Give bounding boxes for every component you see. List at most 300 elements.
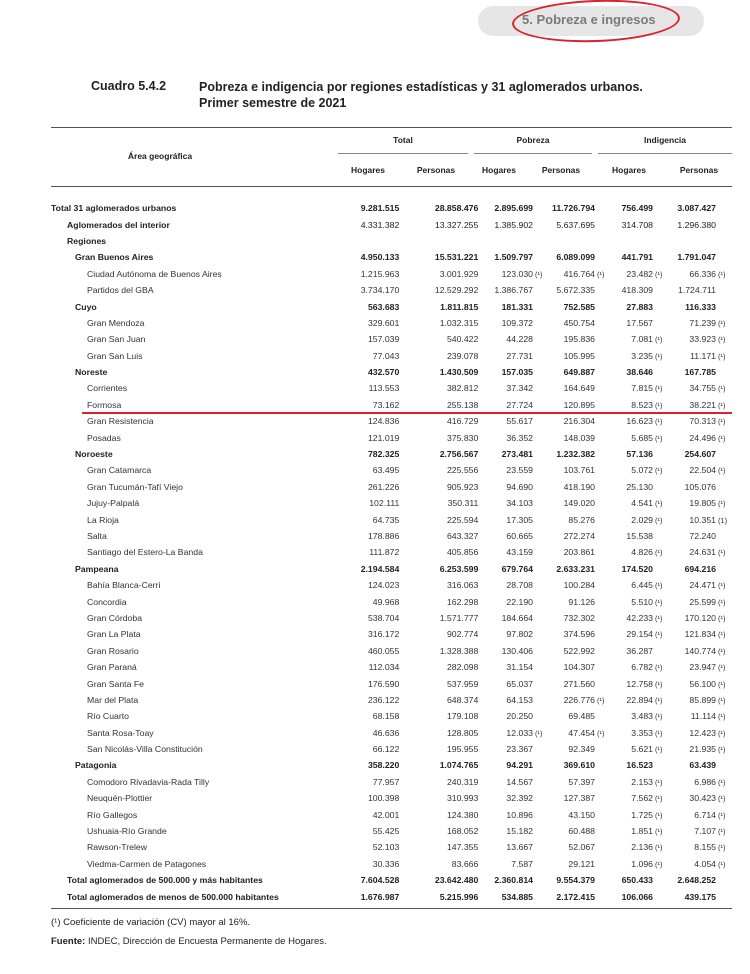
- cell-value: [340, 479, 415, 495]
- cell-value: [611, 282, 669, 298]
- row-label: Gran Córdoba: [87, 612, 143, 623]
- cell-number: 6.253.599: [439, 563, 479, 574]
- cv-flag: (¹): [718, 548, 726, 558]
- cell-number: 174.520: [621, 563, 653, 574]
- cell-value: [415, 479, 494, 495]
- cell-number: 167.785: [684, 367, 716, 378]
- cell-value: [415, 397, 494, 413]
- cell-number: 55.617: [506, 416, 533, 427]
- cell-number: 650.433: [621, 875, 653, 886]
- cell-value: [611, 790, 669, 806]
- table-row: [51, 643, 732, 659]
- cell-value: [340, 429, 415, 445]
- cell-number: 24.496: [689, 432, 716, 443]
- cell-value: [415, 511, 494, 527]
- cell-value: [415, 528, 494, 544]
- cell-value: [611, 348, 669, 364]
- table-row: [51, 495, 732, 511]
- table-row: [51, 659, 732, 675]
- cv-flag: (¹): [655, 384, 663, 394]
- cell-value: [669, 888, 732, 904]
- cell-number: 34.103: [506, 498, 533, 509]
- table-title-line1: Pobreza e indigencia por regiones estadísticas y 31 aglomerados urbanos.: [199, 80, 643, 94]
- cell-number: 184.664: [501, 612, 533, 623]
- cv-flag: (¹): [718, 400, 726, 410]
- cell-number: 77.957: [372, 776, 400, 787]
- cv-flag: (¹): [718, 695, 726, 705]
- cell-number: 91.126: [568, 596, 595, 607]
- cell-number: 31.154: [506, 662, 533, 673]
- cell-value: [549, 725, 611, 741]
- cell-number: 732.302: [563, 612, 595, 623]
- row-label: Total aglomerados de menos de 500.000 habitantes: [67, 891, 279, 902]
- cell-number: 36.352: [506, 432, 533, 443]
- row-label: Total aglomerados de 500.000 y más habitantes: [67, 875, 263, 886]
- cell-value: [415, 741, 494, 757]
- cell-value: [415, 249, 494, 265]
- cell-number: 23.559: [506, 465, 533, 476]
- row-label: La Rioja: [87, 514, 119, 525]
- cell-number: 103.761: [563, 465, 595, 476]
- cell-number: 148.039: [563, 432, 595, 443]
- cell-number: 13.327.255: [434, 219, 479, 230]
- table-row: [51, 790, 732, 806]
- cell-number: 679.764: [501, 563, 533, 574]
- source-text: INDEC, Dirección de Encuesta Permanente de Hogares.: [85, 936, 327, 947]
- cell-number: 2.360.814: [494, 875, 533, 886]
- cell-value: [494, 298, 549, 314]
- cell-value: [340, 741, 415, 757]
- cell-number: 49.968: [372, 596, 400, 607]
- cell-number: 17.567: [626, 317, 653, 328]
- cell-number: 52.067: [568, 842, 595, 853]
- table-row: [51, 725, 732, 741]
- table-row: [51, 839, 732, 855]
- cell-value: [494, 757, 549, 773]
- cell-number: 782.325: [367, 449, 400, 460]
- cell-value: [415, 462, 494, 478]
- cell-number: 15.531.221: [434, 252, 479, 263]
- cell-number: 902.774: [446, 629, 479, 640]
- cell-value: [415, 429, 494, 445]
- cell-number: 28.708: [506, 580, 533, 591]
- cell-value: [494, 348, 549, 364]
- cell-value: [549, 888, 611, 904]
- cell-value: [415, 348, 494, 364]
- cv-flag: (¹): [655, 613, 663, 623]
- table-row: [51, 593, 732, 609]
- cell-number: 120.895: [563, 399, 595, 410]
- cell-value: [340, 626, 415, 642]
- cv-flag: (¹): [718, 466, 726, 476]
- cell-value: [494, 561, 549, 577]
- row-label: Ushuaia-Río Grande: [87, 826, 167, 837]
- cell-value: [669, 790, 732, 806]
- cell-value: [340, 643, 415, 659]
- cv-flag: (¹): [655, 859, 663, 869]
- cell-number: 1.215.963: [360, 268, 400, 279]
- cell-value: [669, 315, 732, 331]
- cell-value: [669, 495, 732, 511]
- cell-value: [611, 216, 669, 232]
- cell-number: 6.089.099: [556, 252, 595, 263]
- cell-value: [494, 643, 549, 659]
- table-row: [51, 888, 732, 904]
- cell-value: [549, 757, 611, 773]
- header-area: Área geográfica: [127, 151, 193, 161]
- cell-number: 109.372: [501, 317, 533, 328]
- cell-number: 22.504: [689, 465, 716, 476]
- cell-value: [549, 528, 611, 544]
- cv-flag: (¹): [718, 794, 726, 804]
- cv-flag: (¹): [655, 810, 663, 820]
- cell-number: 65.037: [506, 678, 533, 689]
- row-label: Jujuy-Palpalá: [87, 498, 140, 509]
- cell-number: 23.947: [689, 662, 716, 673]
- table-row: [51, 823, 732, 839]
- cell-value: [340, 380, 415, 396]
- cell-value: [494, 675, 549, 691]
- cell-number: 1.791.047: [677, 252, 716, 263]
- footnote: (¹) Coeficiente de variación (CV) mayor al 16%.: [51, 917, 251, 928]
- table-row: [51, 741, 732, 757]
- cell-number: 6.986: [694, 776, 716, 787]
- cell-number: 63.439: [689, 760, 716, 771]
- row-label: Neuquén-Plottier: [87, 793, 153, 804]
- cell-value: [669, 675, 732, 691]
- cell-value: [611, 872, 669, 888]
- cell-number: 33.923: [689, 334, 716, 345]
- cell-number: 124.836: [367, 416, 400, 427]
- cell-value: [494, 216, 549, 232]
- cell-value: [340, 266, 415, 282]
- cell-value: [611, 741, 669, 757]
- cv-flag: (1): [718, 515, 728, 525]
- cell-value: [611, 757, 669, 773]
- cell-number: 350.311: [447, 498, 479, 509]
- cv-flag: (¹): [655, 728, 663, 738]
- cv-flag: (¹): [718, 597, 726, 607]
- table-row: [51, 331, 732, 347]
- cell-number: 106.066: [621, 891, 653, 902]
- cell-number: 27.731: [506, 350, 533, 361]
- cell-number: 127.387: [563, 793, 595, 804]
- cell-number: 3.353: [631, 727, 653, 738]
- cell-number: 30.336: [372, 858, 400, 869]
- cell-number: 14.567: [506, 776, 533, 787]
- row-label: Cuyo: [75, 301, 97, 312]
- cell-number: 418.190: [563, 481, 595, 492]
- cell-value: [611, 528, 669, 544]
- cell-number: 1.074.765: [439, 760, 479, 771]
- table-row: [51, 429, 732, 445]
- cell-value: [415, 544, 494, 560]
- cell-number: 21.935: [689, 744, 716, 755]
- cell-value: [494, 692, 549, 708]
- cv-flag: (¹): [718, 646, 726, 656]
- cell-number: 23.367: [506, 744, 533, 755]
- cell-number: 85.899: [689, 694, 716, 705]
- cell-number: 2.895.699: [494, 203, 533, 214]
- cell-number: 5.621: [631, 744, 653, 755]
- cell-value: [611, 561, 669, 577]
- cell-number: 643.327: [446, 531, 479, 541]
- cell-value: [494, 839, 549, 855]
- cell-value: [669, 593, 732, 609]
- table-row: [51, 233, 732, 249]
- cell-number: 2.633.231: [556, 563, 595, 574]
- cell-number: 176.590: [367, 678, 400, 689]
- cell-value: [669, 643, 732, 659]
- cell-value: [549, 561, 611, 577]
- cell-number: 310.993: [446, 793, 479, 804]
- cell-value: [611, 675, 669, 691]
- cell-number: 63.495: [372, 465, 400, 476]
- cell-value: [669, 708, 732, 724]
- cell-value: [494, 659, 549, 675]
- cv-flag: (¹): [718, 663, 726, 673]
- cell-value: [340, 675, 415, 691]
- table-top-rule: [51, 127, 732, 128]
- cell-number: 55.425: [372, 826, 400, 837]
- cell-number: 100.284: [563, 580, 595, 591]
- cell-number: 1.430.509: [439, 367, 479, 378]
- cell-value: [415, 446, 494, 462]
- cell-number: 2.756.567: [439, 449, 479, 460]
- table-row: [51, 774, 732, 790]
- cell-number: 418.309: [621, 285, 653, 296]
- cell-value: [494, 528, 549, 544]
- cell-value: [494, 708, 549, 724]
- cv-flag: (¹): [655, 695, 663, 705]
- cell-number: 432.570: [367, 367, 400, 378]
- cell-value: [340, 495, 415, 511]
- header-divider-indigencia: [598, 153, 732, 154]
- cv-flag: (¹): [655, 712, 663, 722]
- cv-flag: (¹): [597, 728, 605, 738]
- table-row: [51, 413, 732, 429]
- cell-number: 2.648.252: [677, 875, 716, 886]
- cell-value: [611, 856, 669, 872]
- cell-value: [340, 233, 415, 249]
- header-total-personas: Personas: [416, 165, 456, 175]
- cell-number: 157.035: [501, 367, 533, 378]
- cell-number: 369.610: [563, 760, 595, 771]
- cell-number: 2.029: [631, 514, 653, 525]
- cv-flag: (¹): [655, 827, 663, 837]
- table-row: [51, 856, 732, 872]
- cell-number: 72.240: [689, 531, 716, 541]
- cell-number: 30.423: [689, 793, 716, 804]
- cv-flag: (¹): [718, 269, 726, 279]
- cv-flag: (¹): [718, 581, 726, 591]
- cell-number: 102.111: [369, 498, 400, 509]
- header-pobreza: Pobreza: [516, 135, 550, 145]
- cell-value: [415, 331, 494, 347]
- cell-number: 6.714: [694, 809, 716, 820]
- cell-value: [549, 364, 611, 380]
- table-title-line2: Primer semestre de 2021: [199, 96, 347, 110]
- cell-number: 29.121: [568, 858, 595, 869]
- cell-value: [340, 577, 415, 593]
- cv-flag: (¹): [655, 335, 663, 345]
- cell-value: [340, 364, 415, 380]
- cell-number: 6.782: [631, 662, 653, 673]
- table-header-rule: [51, 186, 732, 187]
- cell-number: 168.052: [446, 826, 479, 837]
- cell-number: 27.724: [506, 399, 533, 410]
- cell-number: 1.032.315: [439, 317, 479, 328]
- cell-value: [415, 593, 494, 609]
- row-label: Río Cuarto: [87, 711, 130, 722]
- cell-value: [611, 725, 669, 741]
- cell-value: [494, 429, 549, 445]
- cell-number: 29.154: [626, 629, 653, 640]
- cv-flag: (¹): [655, 466, 663, 476]
- header-divider-total: [338, 153, 468, 154]
- table-row: [51, 298, 732, 314]
- cell-number: 226.776: [563, 694, 595, 705]
- cell-number: 149.020: [563, 498, 595, 509]
- cell-number: 43.150: [568, 809, 595, 820]
- row-label: Gran La Plata: [87, 629, 141, 640]
- source-note: [51, 936, 327, 947]
- cell-number: 236.122: [367, 694, 400, 705]
- cell-value: [340, 823, 415, 839]
- cv-flag: (¹): [655, 843, 663, 853]
- row-label: Regiones: [67, 235, 107, 246]
- cell-value: [415, 659, 494, 675]
- cell-number: 162.298: [446, 596, 479, 607]
- cell-number: 1.571.777: [439, 612, 479, 623]
- cell-value: [669, 233, 732, 249]
- table-number: Cuadro 5.4.2: [91, 79, 167, 93]
- cell-number: 1.232.382: [556, 449, 595, 460]
- row-label: Mar del Plata: [87, 694, 139, 705]
- cell-value: [549, 790, 611, 806]
- cell-value: [494, 577, 549, 593]
- cell-number: 11.114: [690, 711, 716, 722]
- cell-value: [415, 806, 494, 822]
- cell-value: [494, 856, 549, 872]
- cell-value: [669, 511, 732, 527]
- cell-number: 255.138: [446, 399, 479, 410]
- cell-number: 195.836: [563, 334, 595, 345]
- cell-value: [494, 380, 549, 396]
- cell-value: [669, 692, 732, 708]
- cell-value: [669, 856, 732, 872]
- cell-number: 5.510: [631, 596, 653, 607]
- cell-value: [611, 593, 669, 609]
- cell-number: 282.098: [446, 662, 479, 673]
- cell-number: 34.755: [689, 383, 716, 394]
- cv-flag: (¹): [535, 728, 543, 738]
- table-row: [51, 364, 732, 380]
- cell-value: [494, 233, 549, 249]
- cv-flag: (¹): [718, 679, 726, 689]
- cell-number: 181.331: [501, 301, 533, 312]
- cell-number: 239.078: [446, 350, 479, 361]
- table-row: [51, 610, 732, 626]
- cell-value: [549, 298, 611, 314]
- cv-flag: (¹): [535, 269, 543, 279]
- cell-number: 1.385.902: [494, 219, 533, 230]
- cell-number: 83.666: [451, 858, 479, 869]
- cell-value: [549, 872, 611, 888]
- cell-value: [340, 725, 415, 741]
- cell-value: [669, 757, 732, 773]
- cell-value: [494, 544, 549, 560]
- cell-number: 540.422: [446, 334, 479, 345]
- cell-value: [415, 577, 494, 593]
- cv-flag: (¹): [718, 843, 726, 853]
- cell-value: [494, 479, 549, 495]
- row-label: Aglomerados del interior: [67, 219, 170, 230]
- header-pobreza-hogares: Hogares: [481, 165, 516, 175]
- cell-number: 694.216: [684, 563, 716, 574]
- cell-value: [340, 544, 415, 560]
- row-label: Gran Tucumán-Tafí Viejo: [87, 481, 183, 492]
- cell-number: 24.471: [689, 580, 716, 591]
- row-label: Gran Mendoza: [87, 317, 145, 328]
- cell-value: [415, 413, 494, 429]
- cell-value: [611, 429, 669, 445]
- row-label: Río Gallegos: [87, 809, 138, 820]
- row-label: Total 31 aglomerados urbanos: [51, 203, 177, 214]
- cell-number: 254.607: [684, 449, 716, 460]
- cell-value: [494, 610, 549, 626]
- table-row: [51, 315, 732, 331]
- cell-value: [494, 462, 549, 478]
- cell-value: [549, 397, 611, 413]
- cell-number: 905.923: [446, 481, 479, 492]
- cell-number: 273.481: [501, 449, 533, 460]
- cell-number: 13.667: [506, 842, 533, 853]
- cv-flag: (¹): [655, 794, 663, 804]
- cell-value: [340, 446, 415, 462]
- cell-number: 2.172.415: [556, 891, 595, 902]
- cell-value: [549, 446, 611, 462]
- cell-number: 225.594: [446, 514, 479, 525]
- row-label: Gran San Juan: [87, 334, 146, 345]
- cell-value: [611, 200, 669, 216]
- cell-number: 94.690: [506, 481, 533, 492]
- cell-value: [340, 462, 415, 478]
- cell-value: [611, 364, 669, 380]
- cell-value: [611, 610, 669, 626]
- cell-number: 382.812: [446, 383, 479, 394]
- cell-value: [669, 626, 732, 642]
- cell-number: 17.305: [506, 514, 533, 525]
- cell-value: [611, 643, 669, 659]
- cv-flag: (¹): [655, 581, 663, 591]
- cell-number: 28.858.476: [434, 203, 479, 214]
- cell-value: [415, 266, 494, 282]
- cell-value: [340, 282, 415, 298]
- cell-number: 195.955: [446, 744, 479, 755]
- cell-number: 1.811.815: [440, 301, 479, 312]
- cell-value: [549, 479, 611, 495]
- table-row: [51, 266, 732, 282]
- cell-value: [669, 380, 732, 396]
- cell-number: 44.228: [506, 334, 533, 345]
- cell-number: 38.221: [689, 399, 716, 410]
- cell-number: 1.676.987: [360, 891, 400, 902]
- cell-value: [494, 364, 549, 380]
- cv-flag: (¹): [597, 269, 605, 279]
- cell-value: [415, 725, 494, 741]
- table-row: [51, 216, 732, 232]
